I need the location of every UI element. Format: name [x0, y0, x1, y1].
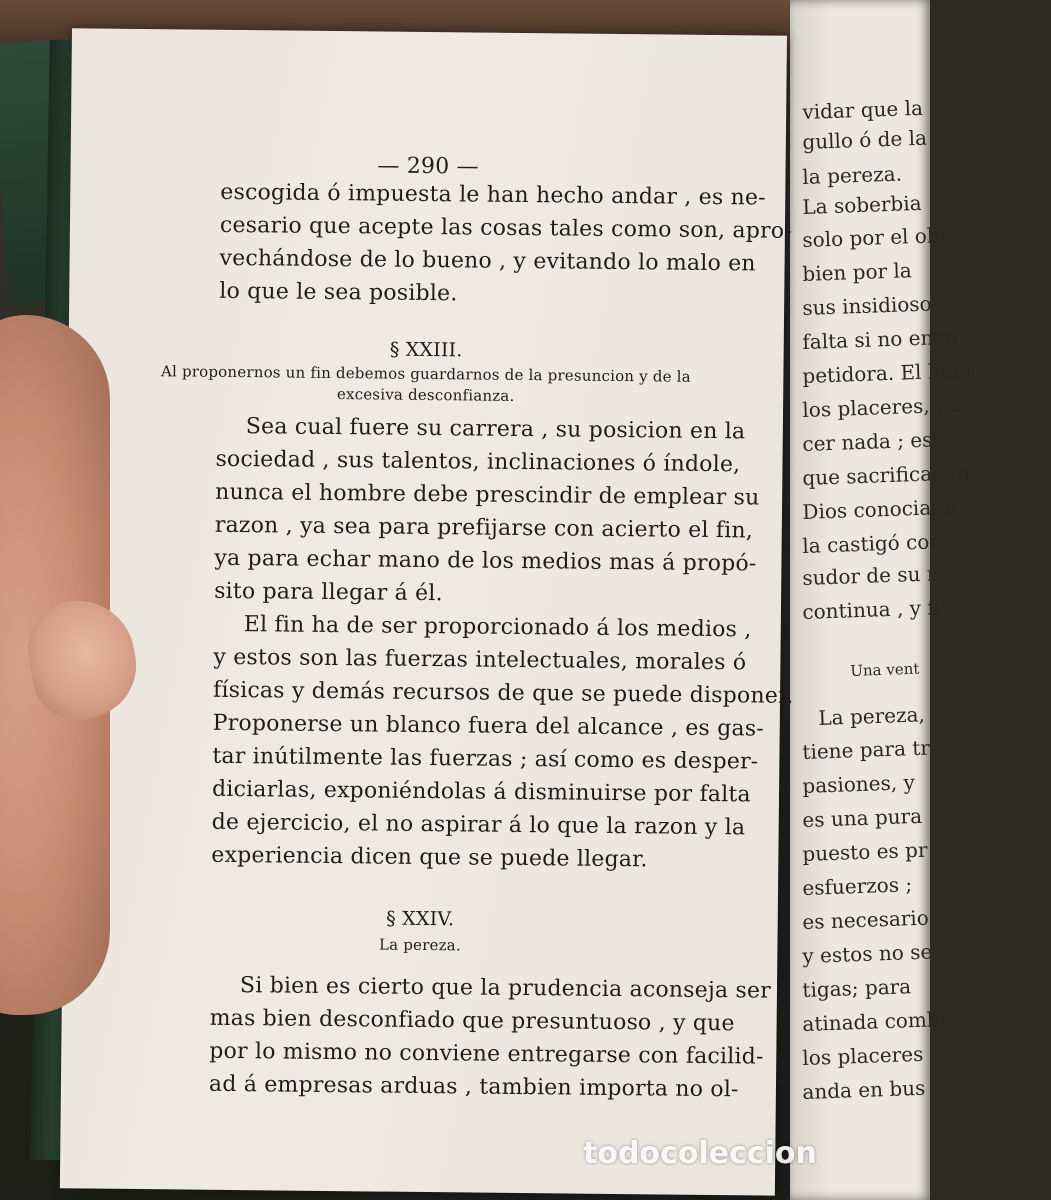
text-line: diciarlas, exponiéndolas á disminuirse por falta — [211, 776, 751, 808]
text-line: Si bien es cierto que la prudencia aconseja ser — [239, 973, 772, 1004]
text-line: físicas y demás recursos de que se puede disponer. — [212, 677, 794, 709]
text-line: por lo mismo no conviene entregarse con facilid- — [209, 1038, 764, 1070]
facing-line: los placeres — [802, 1041, 924, 1070]
facing-line: puesto es pr — [802, 837, 928, 866]
facing-line: cer nada ; esto — [802, 426, 953, 456]
facing-line: anda en bus — [802, 1075, 926, 1104]
facing-line: es necesario — [802, 905, 930, 934]
text-line: sito para llegar á él. — [214, 578, 443, 607]
text-line: Sea cual fuere su carrera , su posicion en la — [245, 414, 746, 445]
text-line: El fin ha de ser proporcionado á los medios , — [243, 612, 752, 643]
text-line: tar inútilmente las fuerzas ; así como es desper- — [212, 743, 759, 775]
text-line: escogida ó impuesta le han hecho andar , es ne- — [220, 179, 766, 211]
text-line: nunca el hombre debe prescindir de emplear su — [215, 479, 760, 511]
facing-line: que sacrifica á n — [802, 460, 970, 490]
text-line: y estos son las fuerzas intelectuales, morales ó — [213, 644, 747, 676]
facing-line: la castigó con — [802, 529, 943, 558]
facing-line: solo por el obj — [802, 222, 947, 252]
facing-line: esfuerzos ; — [802, 872, 913, 900]
section-heading: § XXIII. — [389, 338, 463, 362]
facing-line: continua , y fi — [802, 595, 942, 624]
facing-line: la pereza. — [802, 161, 903, 189]
page-number: — 290 — — [377, 153, 479, 180]
text-line: experiencia dicen que se puede llegar. — [211, 842, 648, 873]
text-line: de ejercicio, el no aspirar á lo que la razon y la — [211, 809, 746, 841]
watermark-text: todocoleccion — [583, 1136, 817, 1171]
facing-line: tigas; para — [802, 974, 912, 1002]
facing-line: Dios conocia bi — [802, 494, 958, 524]
section-subtitle: Al proponernos un fin debemos guardarnos de la presuncion y de la — [160, 362, 691, 386]
facing-line: atinada combi — [802, 1006, 947, 1036]
facing-line: Una vent — [850, 659, 920, 680]
facing-line: vidar que la — [802, 95, 924, 124]
text-line: lo que le sea posible. — [219, 278, 458, 307]
text-line: razon , ya sea para prefijarse con acierto el fin, — [214, 512, 754, 544]
facing-line: sus insidiosos — [802, 291, 943, 320]
text-line: Proponerse un blanco fuera del alcance , es gas- — [212, 710, 765, 742]
text-line: ya para echar mano de los medios mas á propó- — [214, 545, 757, 577]
facing-line: y estos no se — [802, 939, 933, 968]
section-subtitle: excesiva desconfianza. — [336, 385, 515, 405]
text-line: mas bien desconfiado que presuntuoso , y que — [209, 1005, 735, 1037]
section-subtitle: La pereza. — [378, 935, 461, 955]
facing-line: La pereza, — [818, 702, 926, 730]
text-line: cesario que acepte las cosas tales como son, apro- — [219, 212, 793, 244]
facing-line: falta si no encu — [802, 324, 958, 354]
facing-line: tiene para tr — [802, 735, 931, 764]
facing-line: los placeres, pe — [802, 392, 961, 422]
section-heading: § XXIV. — [386, 907, 455, 931]
text-line: vechándose de lo bueno , y evitando lo malo en — [219, 245, 756, 277]
book-page — [60, 28, 794, 1195]
facing-line: pasiones, y — [802, 770, 916, 798]
facing-line: sudor de su r — [802, 561, 937, 590]
text-line: sociedad , sus talentos, inclinaciones ó índole, — [215, 446, 741, 478]
facing-line: es una pura — [802, 803, 923, 832]
text-line: ad á empresas arduas , tambien importa no ol- — [208, 1071, 739, 1103]
facing-page — [790, 0, 973, 1200]
facing-line: petidora. El hom — [802, 358, 973, 388]
facing-line: gullo ó de la — [802, 125, 928, 154]
facing-line: bien por la — [802, 258, 913, 286]
facing-line: La soberbia — [802, 190, 922, 219]
